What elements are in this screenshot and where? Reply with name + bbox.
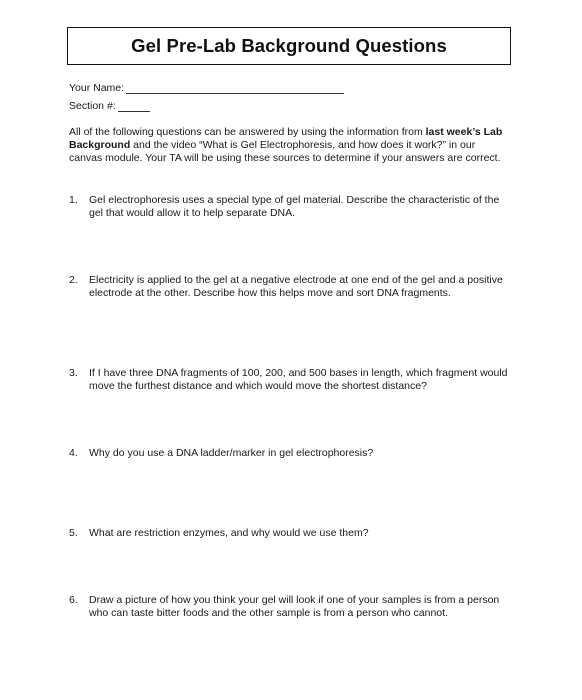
question-5: [69, 527, 509, 540]
question-text: Why do you use a DNA ladder/marker in gel electrophoresis?: [89, 447, 374, 459]
question-text: If I have three DNA fragments of 100, 200, and 500 bases in length, which fragment would move the furthest distance and which would move the shortest distance?: [89, 367, 508, 392]
question-number: 1.: [69, 194, 78, 206]
name-field: [69, 82, 344, 94]
section-label: Section #:: [69, 100, 116, 112]
question-number: 4.: [69, 447, 78, 459]
name-blank-line[interactable]: [126, 84, 344, 94]
question-text: Gel electrophoresis uses a special type of gel material. Describe the characteristic of the gel that would allow it to help separate DNA.: [89, 194, 500, 219]
intro-text-part1: All of the following questions can be answered by using the information from: [69, 126, 426, 138]
intro-text-part2: and the video “What is Gel Electrophoresis, and how does it work?” in our canvas module. Your TA will be using these sources to determine if your answers are correct.: [69, 139, 501, 165]
question-2: [69, 274, 509, 300]
title-box: [67, 27, 511, 65]
intro-bold-text: last week’s Lab Background: [69, 126, 503, 152]
question-text: What are restriction enzymes, and why would we use them?: [89, 527, 369, 539]
section-blank-line[interactable]: [118, 102, 150, 112]
question-text: Electricity is applied to the gel at a negative electrode at one end of the gel and a positive electrode at the other. Describe how this helps move and sort DNA fragments.: [89, 274, 503, 299]
question-6: [69, 594, 509, 620]
instructions-paragraph: [69, 126, 509, 166]
page-title: Gel Pre-Lab Background Questions: [131, 35, 447, 56]
question-text: Draw a picture of how you think your gel will look if one of your samples is from a person who can taste bitter foods and the other sample is from a person who cannot.: [89, 594, 500, 619]
question-4: [69, 447, 509, 460]
question-number: 3.: [69, 367, 78, 379]
section-field: [69, 100, 150, 112]
question-number: 2.: [69, 274, 78, 286]
question-number: 5.: [69, 527, 78, 539]
question-3: [69, 367, 509, 393]
question-number: 6.: [69, 594, 78, 606]
name-label: Your Name:: [69, 82, 125, 94]
question-1: [69, 194, 509, 220]
